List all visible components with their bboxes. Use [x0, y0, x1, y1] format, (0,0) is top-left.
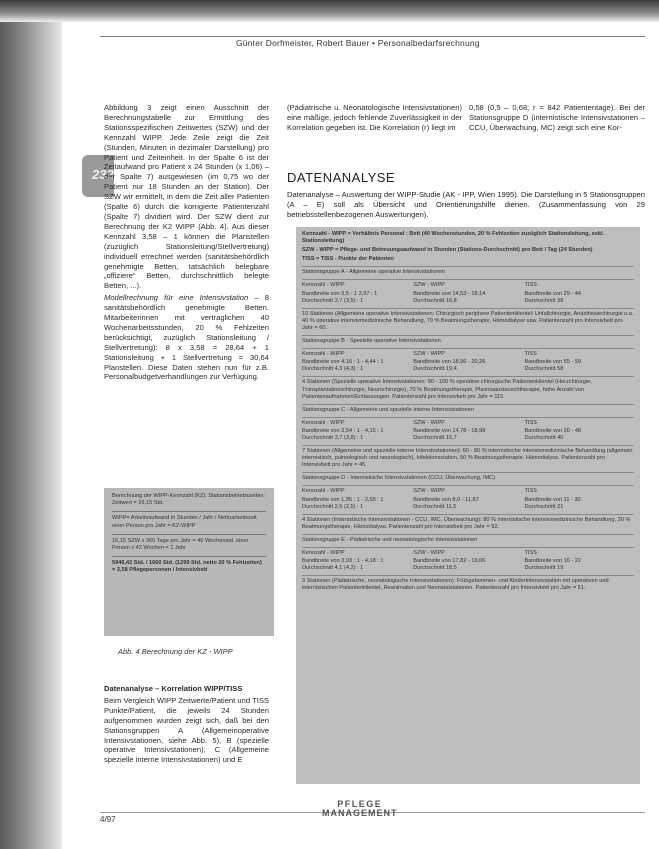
- table-header-cell: TISS: [524, 351, 537, 358]
- table-header-cell: Kennzahl - WIPP: [302, 550, 345, 556]
- page-tab-number: 232: [92, 167, 114, 182]
- correlation-heading: Datenanalyse – Korrelation WIPP/TISS: [104, 684, 243, 693]
- logo-line-1: PFLEGE: [337, 799, 383, 809]
- running-head: Günter Dorfmeister, Robert Bauer • Personalbedarfsrechnung: [236, 38, 480, 48]
- table-header-row: [302, 417, 634, 427]
- table-group: [302, 335, 634, 401]
- column-1-italic-lead: Modellrechnung für eine Intensivstation: [104, 293, 249, 303]
- table-cell: Bandbreite von 14,78 - 18,98: [413, 427, 486, 434]
- table-cell: Bandbreite von 14,53 - 18,14: [413, 290, 486, 297]
- table-cell: Bandbreite von 8,0 - 11,87: [413, 496, 479, 503]
- table-header-cell: TISS: [524, 419, 537, 426]
- table-header-row: [302, 279, 634, 289]
- table-cell: Bandbreite von 3,93 : 1 - 4,18 : 1: [302, 558, 384, 565]
- table-legend-1: Kennzahl - WIPP = Verhältnis Personal : Bett (40 Wochenstunden, 20 % Fehlzeiten zuzüglich Stationsleitung, exkl. Stationsleitung): [302, 231, 605, 245]
- column-2: [287, 103, 462, 133]
- table-header-cell: SZW - WIPP: [413, 419, 445, 426]
- table-group: [302, 472, 634, 531]
- table-header-cell: SZW - WIPP: [413, 282, 445, 289]
- figure-4-box: [104, 488, 274, 636]
- table-row: [302, 291, 634, 298]
- header-rule: [100, 36, 645, 37]
- table-group-title: Stationsgruppe B - Spezielle operative Intensivstationen: [302, 335, 634, 345]
- table-header-cell: SZW - WIPP: [413, 351, 445, 358]
- table-cell: Bandbreite von 4,16 : 1 - 4,44 : 1: [302, 359, 384, 366]
- table-cell: Durchschnitt 4,3 (4,3) : 1: [302, 366, 364, 373]
- table-cell: Bandbreite von 16 - 22: [524, 558, 582, 565]
- table-group-description: 4 Stationen (Spezielle operative Intensivstationen: 90 - 100 % operative chirurgische Patientenklientel (Herzchirurgie, Transplantationschirurgie, Neurochirurgie), 70 % Beatmungstherapie, Plasmaaustauschtherapie, hohe Anzahl von Patientenaufnahmen/Entlassungen. Patientenzahl pro Intensivbett pro Jahr = 115.: [302, 376, 634, 400]
- column-1-lower: [104, 684, 269, 765]
- table-cell: Durchschnitt 19: [524, 565, 564, 572]
- figure-4-divider: [112, 511, 266, 512]
- table-cell: Bandbreite von 30 - 48: [524, 427, 582, 434]
- results-table: [296, 227, 640, 784]
- table-cell: Bandbreite von 18,96 - 20,26: [413, 359, 486, 366]
- table-group-description: 3 Stationen (Pädiatrische, neonatologische Intensivstationen): Frühgeborenen- und Kinderintensivstation mit operativen und internistischen Patientenklientel, Reanimation und Neonatalstationen. Patientenzahl pro Intensivbett pro Jahr = 51.: [302, 575, 634, 592]
- table-cell: Durchschnitt 40: [524, 434, 564, 441]
- table-row: [302, 497, 634, 504]
- table-header-cell: TISS: [524, 550, 537, 556]
- table-row: [302, 435, 634, 442]
- table-row: [302, 428, 634, 435]
- table-header-cell: SZW - WIPP: [413, 488, 445, 495]
- figure-4-caption: Abb. 4 Berechnung der KZ - WIPP: [118, 647, 233, 656]
- table-row: [302, 366, 634, 373]
- column-3-text: 0,58 (0,5 – 0,68; r = 842 Patiententage). Bei der Stationsgruppe D (internistische Intensivstationen – CCU, Überwachung, MC) zeigt sich eine Kor-: [469, 103, 645, 132]
- table-cell: Durchschnitt 38: [524, 297, 564, 304]
- table-header-cell: Kennzahl - WIPP: [302, 419, 345, 426]
- table-group-description: 4 Stationen (Internistische Intensivstationen - CCU, IMC, Überwachung): 80 % internistische intensivmedizinische Behandlung, 30 % Beatmungstherapie, Hämodialyse. Patientenzahl pro Intensivbett pro Jahr = 92.: [302, 514, 634, 531]
- figure-4-divider: [112, 556, 266, 557]
- column-1-paragraph-2-text: – 8 sanitätsbehördlich genehmigte Betten. Mitarbeiterinnen mit vertraglichen 40 Wochenarbeitsstunden, 20 % Fehlzeiten berücksichtigt, zuzüglich Stationsleitung / Stellvertretung): 8 x 3,58 = 28,64 + 1 Stationsleitung + 1 Stellvertretung = 30,64 Planstellen. Diese Daten stehen nun für z.B. Personalbudgetverhandlungen zur Verfügung.: [104, 293, 269, 382]
- page-number: 4/97: [100, 815, 116, 824]
- binding-shadow: [0, 0, 62, 849]
- table-header-cell: Kennzahl - WIPP: [302, 351, 345, 358]
- table-cell: Bandbreite von 3,5 - 1 3,97 : 1: [302, 290, 378, 297]
- magazine-logo: [322, 800, 398, 818]
- table-group-title: Stationsgruppe C - Allgemeine und spezielle interne Intensivstationen: [302, 404, 634, 414]
- figure-4-line-2: WIPP= Arbeitsaufwand in Stunden / Jahr / Nettoarbeitszeit einer Person pro Jahr = KZ-WIPP: [112, 515, 257, 529]
- table-header-cell: SZW - WIPP: [413, 550, 445, 556]
- table-header-row: [302, 485, 634, 495]
- figure-4-line-3: 16,15 SZW x 365 Tage pro Jahr = 40 Wochenstd. einer Person x 42 Wochen = 1 Jahr: [112, 537, 249, 552]
- table-cell: Bandbreite von 17,82 - 19,06: [413, 558, 486, 565]
- table-cell: Durchschnitt 16,8: [413, 297, 457, 304]
- column-2-text: (Pädiatrische u. Neonatologische Intensivstationen) eine mäßige, jedoch fehlende Zuverlässigkeit in der Korrelation gegeben ist. Die Korrelation (r) liegt im: [287, 103, 462, 132]
- section-title: DATENANALYSE: [287, 170, 396, 185]
- table-cell: Durchschnitt 21: [524, 503, 564, 510]
- table-cell: Bandbreite von 29 - 44: [524, 290, 582, 297]
- table-cell: Durchschnitt 16,7: [413, 434, 457, 441]
- table-row: [302, 565, 634, 572]
- table-cell: Durchschnitt 19,4: [413, 366, 457, 373]
- page-top-shadow: [0, 0, 659, 22]
- column-1-paragraph-2: [104, 293, 269, 382]
- figure-4-line-4: 5946,42 Std. / 1660 Std. (1299 Std. netto 20 % Fehlzeiten) = 3,58 Pflegepersonen / Intensivbett: [112, 560, 262, 574]
- correlation-text: Beim Vergleich WIPP Zeitwerte/Patient und TISS Punkte/Patient, die jeweils 24 Stunden aufgenommen wurden zeigt sich, daß bei den Stationsgruppen A (Allgemeinoperative Intensivstationen, siehe Abb. 5), B (spezielle operative Intensivstationen), C (Allgemeine spezielle interne Intensivstationen) und E: [104, 695, 269, 765]
- section-intro: Datenanalyse – Auswertung der WIPP-Studie (AK - IPP, Wien 1995). Die Darstellung in 5 Stationsgruppen (A – E) soll als Übersicht und Orientierungshilfe dienen. (Zusammenfassung von 29 betriebsstellenbezogenen Auswertungen).: [287, 190, 645, 219]
- table-cell: Durchschnitt 4,1 (4,2) : 1: [302, 565, 364, 572]
- table-group: [302, 534, 634, 593]
- table-cell: Bandbreite von 1,85 : 1 - 2,55 : 1: [302, 496, 384, 503]
- table-group-description: 7 Stationen (Allgemeine und spezielle interne Intensivstationen): 60 - 80 % internistische intensivmedizinische Behandlung (allgemein internistisch, pulmologisch und neurologisch), Infektionsstation, 50 % Beatmungstherapie. Hämodialyse. Patientenzahl pro Intensivbett pro Jahr = 45.: [302, 445, 634, 469]
- table-group-title: Stationsgruppe A - Allgemeine operative Intensivstationen: [302, 266, 634, 276]
- table-row: [302, 298, 634, 305]
- table-cell: Durchschnitt 3,7 (3,5) : 1: [302, 297, 364, 304]
- table-header-row: [302, 547, 634, 557]
- table-group-title: Stationsgruppe E - Pädiatrische und neonatologische Intensivstationen: [302, 534, 634, 544]
- table-row: [302, 504, 634, 511]
- table-cell: Durchschnitt 18,5: [413, 565, 457, 572]
- logo-line-2: MANAGEMENT: [322, 808, 398, 818]
- table-legend-2: SZW - WIPP = Pflege- und Betreuungsaufwand in Stunden (Stations-Durchschnitt) pro Bett / Tag (24 Stunden): [302, 247, 593, 254]
- table-cell: Bandbreite von 55 - 59: [524, 359, 582, 366]
- table-row: [302, 359, 634, 366]
- figure-4-divider: [112, 534, 266, 535]
- column-3: [469, 103, 645, 133]
- table-group-description: 10 Stationen (Allgemeine operative Intensivstationen: Chirurgisch periphere Patientenklientel: Unfallchirurgie, Anästhesiechirurgie u.a. 40 % operative intensivmedizinische Behandlung, 70 % Beatmungstherapie, Hämodialyse usw. Patientenzahl pro Intensivbett pro Jahr = 60.: [302, 308, 634, 332]
- column-1: [104, 103, 269, 382]
- table-legend-3: TISS = TISS - Punkte der Patienten: [302, 256, 394, 263]
- table-group: [302, 404, 634, 470]
- table-cell: Durchschnitt 11,5: [413, 503, 457, 510]
- table-header-cell: Kennzahl - WIPP: [302, 282, 345, 289]
- table-header-cell: TISS: [524, 282, 537, 289]
- table-cell: Bandbreite von 11 - 30: [524, 496, 581, 503]
- table-row: [302, 558, 634, 565]
- figure-4-line-1: Berechnung der WIPP-Kennzahl (KZ): Stationsbetriebszeiten: Zeitwert = 16,15 Std.: [112, 493, 265, 507]
- table-groups: [302, 266, 634, 592]
- table-cell: Durchschnitt 3,7 (3,8) : 1: [302, 434, 364, 441]
- table-cell: Durchschnitt 2,5 (2,5) : 1: [302, 503, 364, 510]
- table-header-row: [302, 348, 634, 358]
- table-cell: Bandbreite von 3,54 : 1 - 4,15 : 1: [302, 427, 384, 434]
- table-group-title: Stationsgruppe D - Internistische Intensivstationen (CCU, Überwachung, IMC): [302, 472, 634, 482]
- table-header-cell: Kennzahl - WIPP: [302, 488, 345, 495]
- column-1-paragraph-1: Abbildung 3 zeigt einen Ausschnitt der Berechnungstabelle zur Ermittlung des Stationsspezifischen Zeitwertes (SZW) und der Kennzahl WIPP. Jede Zeile zeigt die Zeit (Stunden, Minuten in dezimaler Darstellung) pro Patient und Zeiteinheit. In der Spalte 6 ist der Zeitaufwand pro Patient x 24 Stunden (x 1,06) – der Spalte 7) ausgewiesen (im 0,75 wo der Patient nur 18 Stunden an der Station). Der SZW wir ermittelt, in dem die Zeit aller Patienten (Spalte 6) durch die korrigierte Patientenzahl (Spalte 7) dividiert wird. Der SZW dient zur Berechnung der K2 WIPP (Abb. 4). Aus dieser Kennzahl 3,58 – 1 können die Planstellen (zuzüglich Stationsleitung/Stellvertretung) individuell errechnet werden (sanitätsbehördlich genehmigte Betten, tatsächlich belegbare „offiziere“ Betten, durchschnittlich belegte Betten, ...).: [104, 103, 269, 291]
- table-group: [302, 266, 634, 332]
- table-cell: Durchschnitt 58: [524, 366, 564, 373]
- table-header-cell: TISS: [524, 488, 537, 495]
